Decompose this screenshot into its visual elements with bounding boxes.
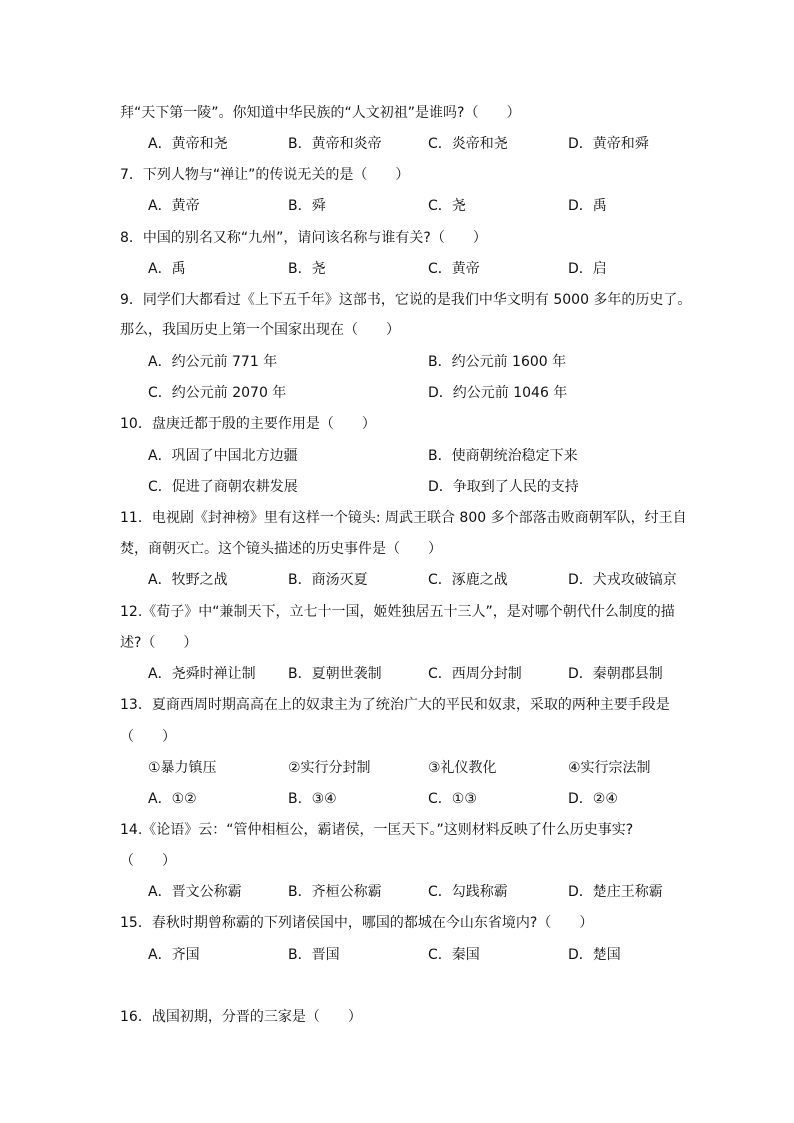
question-12-stem-line-2: 述?（ ） bbox=[120, 635, 198, 651]
question-8-stem: 8．中国的别名又称“九州”，请问该名称与谁有关?（ ） bbox=[120, 230, 487, 246]
question-9-stem-line-2: 那么，我国历史上第一个国家出现在（ ） bbox=[120, 322, 400, 338]
question-8-option-c[interactable]: C．黄帝 bbox=[428, 261, 480, 277]
question-11-stem-line-2: 焚，商朝灭亡。这个镜头描述的历史事件是（ ） bbox=[120, 541, 442, 557]
question-7-option-b[interactable]: B．舜 bbox=[288, 198, 326, 214]
question-16-stem: 16．战国初期，分晋的三家是（ ） bbox=[120, 1009, 362, 1025]
question-9-stem-line-1: 9．同学们大都看过《上下五千年》这部书，它说的是我们中华文明有 5000 多年的历史了。 bbox=[120, 292, 692, 308]
question-6-option-d[interactable]: D．黄帝和舜 bbox=[568, 136, 649, 152]
question-8-option-a[interactable]: A．禹 bbox=[148, 261, 186, 277]
question-10-stem: 10．盘庚迁都于殷的主要作用是（ ） bbox=[120, 416, 376, 432]
question-12-option-c[interactable]: C．西周分封制 bbox=[428, 666, 522, 682]
question-15-option-a[interactable]: A．齐国 bbox=[148, 947, 200, 963]
question-7-option-c[interactable]: C．尧 bbox=[428, 198, 466, 214]
question-11-option-b[interactable]: B．商汤灭夏 bbox=[288, 572, 368, 588]
question-14-option-a[interactable]: A．晋文公称霸 bbox=[148, 884, 242, 900]
question-15-stem: 15．春秋时期曾称霸的下列诸侯国中，哪国的都城在今山东省境内?（ ） bbox=[120, 915, 594, 931]
question-13-item-1: ①暴力镇压 bbox=[148, 760, 217, 776]
question-13-option-d[interactable]: D．②④ bbox=[568, 791, 618, 807]
question-11-option-c[interactable]: C．涿鹿之战 bbox=[428, 572, 508, 588]
question-10-option-d[interactable]: D．争取到了人民的支持 bbox=[428, 479, 579, 495]
question-14-stem-line-2: （ ） bbox=[120, 853, 176, 869]
question-9-option-a[interactable]: A．约公元前 771 年 bbox=[148, 354, 278, 370]
question-11-option-a[interactable]: A．牧野之战 bbox=[148, 572, 228, 588]
question-13-item-3: ③礼仪教化 bbox=[428, 760, 497, 776]
question-14-option-b[interactable]: B．齐桓公称霸 bbox=[288, 884, 382, 900]
question-9-option-c[interactable]: C．约公元前 2070 年 bbox=[148, 385, 287, 401]
question-12-option-d[interactable]: D．秦朝郡县制 bbox=[568, 666, 663, 682]
question-6-option-c[interactable]: C．炎帝和尧 bbox=[428, 136, 508, 152]
question-11-option-d[interactable]: D．犬戎攻破镐京 bbox=[568, 572, 677, 588]
question-10-option-b[interactable]: B．使商朝统治稳定下来 bbox=[428, 448, 578, 464]
question-9-option-b[interactable]: B．约公元前 1600 年 bbox=[428, 354, 567, 370]
question-15-option-b[interactable]: B．晋国 bbox=[288, 947, 340, 963]
question-14-stem-line-1: 14.《论语》云：“管仲相桓公，霸诸侯，一匡天下。”这则材料反映了什么历史事实? bbox=[120, 822, 634, 838]
question-7-option-d[interactable]: D．禹 bbox=[568, 198, 607, 214]
question-14-option-c[interactable]: C．勾践称霸 bbox=[428, 884, 508, 900]
question-7-option-a[interactable]: A．黄帝 bbox=[148, 198, 200, 214]
question-10-option-a[interactable]: A．巩固了中国北方边疆 bbox=[148, 448, 298, 464]
question-11-stem-line-1: 11．电视剧《封神榜》里有这样一个镜头: 周武王联合 800 多个部落击败商朝军队，纣王自 bbox=[120, 510, 687, 526]
question-6-option-a[interactable]: A．黄帝和尧 bbox=[148, 136, 228, 152]
question-6-stem: 拜“天下第一陵”。你知道中华民族的“人文初祖”是谁吗?（ ） bbox=[120, 105, 521, 121]
question-13-stem-line-2: （ ） bbox=[120, 729, 176, 745]
question-7-stem: 7．下列人物与“禅让”的传说无关的是（ ） bbox=[120, 167, 410, 183]
question-13-option-c[interactable]: C．①③ bbox=[428, 791, 477, 807]
question-13-item-2: ②实行分封制 bbox=[288, 760, 371, 776]
question-12-stem-line-1: 12.《荀子》中“兼制天下，立七十一国，姬姓独居五十三人”，是对哪个朝代什么制度的描 bbox=[120, 604, 675, 620]
question-9-option-d[interactable]: D．约公元前 1046 年 bbox=[428, 385, 568, 401]
question-13-option-b[interactable]: B．③④ bbox=[288, 791, 337, 807]
question-8-option-b[interactable]: B．尧 bbox=[288, 261, 326, 277]
question-12-option-b[interactable]: B．夏朝世袭制 bbox=[288, 666, 382, 682]
question-10-option-c[interactable]: C．促进了商朝农耕发展 bbox=[148, 479, 298, 495]
question-12-option-a[interactable]: A．尧舜时禅让制 bbox=[148, 666, 256, 682]
question-8-option-d[interactable]: D．启 bbox=[568, 261, 607, 277]
question-14-option-d[interactable]: D．楚庄王称霸 bbox=[568, 884, 663, 900]
question-13-item-4: ④实行宗法制 bbox=[568, 760, 651, 776]
question-6-option-b[interactable]: B．黄帝和炎帝 bbox=[288, 136, 382, 152]
question-13-stem-line-1: 13．夏商西周时期高高在上的奴隶主为了统治广大的平民和奴隶，采取的两种主要手段是 bbox=[120, 697, 670, 713]
question-13-option-a[interactable]: A．①② bbox=[148, 791, 197, 807]
question-15-option-c[interactable]: C．秦国 bbox=[428, 947, 480, 963]
question-15-option-d[interactable]: D．楚国 bbox=[568, 947, 621, 963]
